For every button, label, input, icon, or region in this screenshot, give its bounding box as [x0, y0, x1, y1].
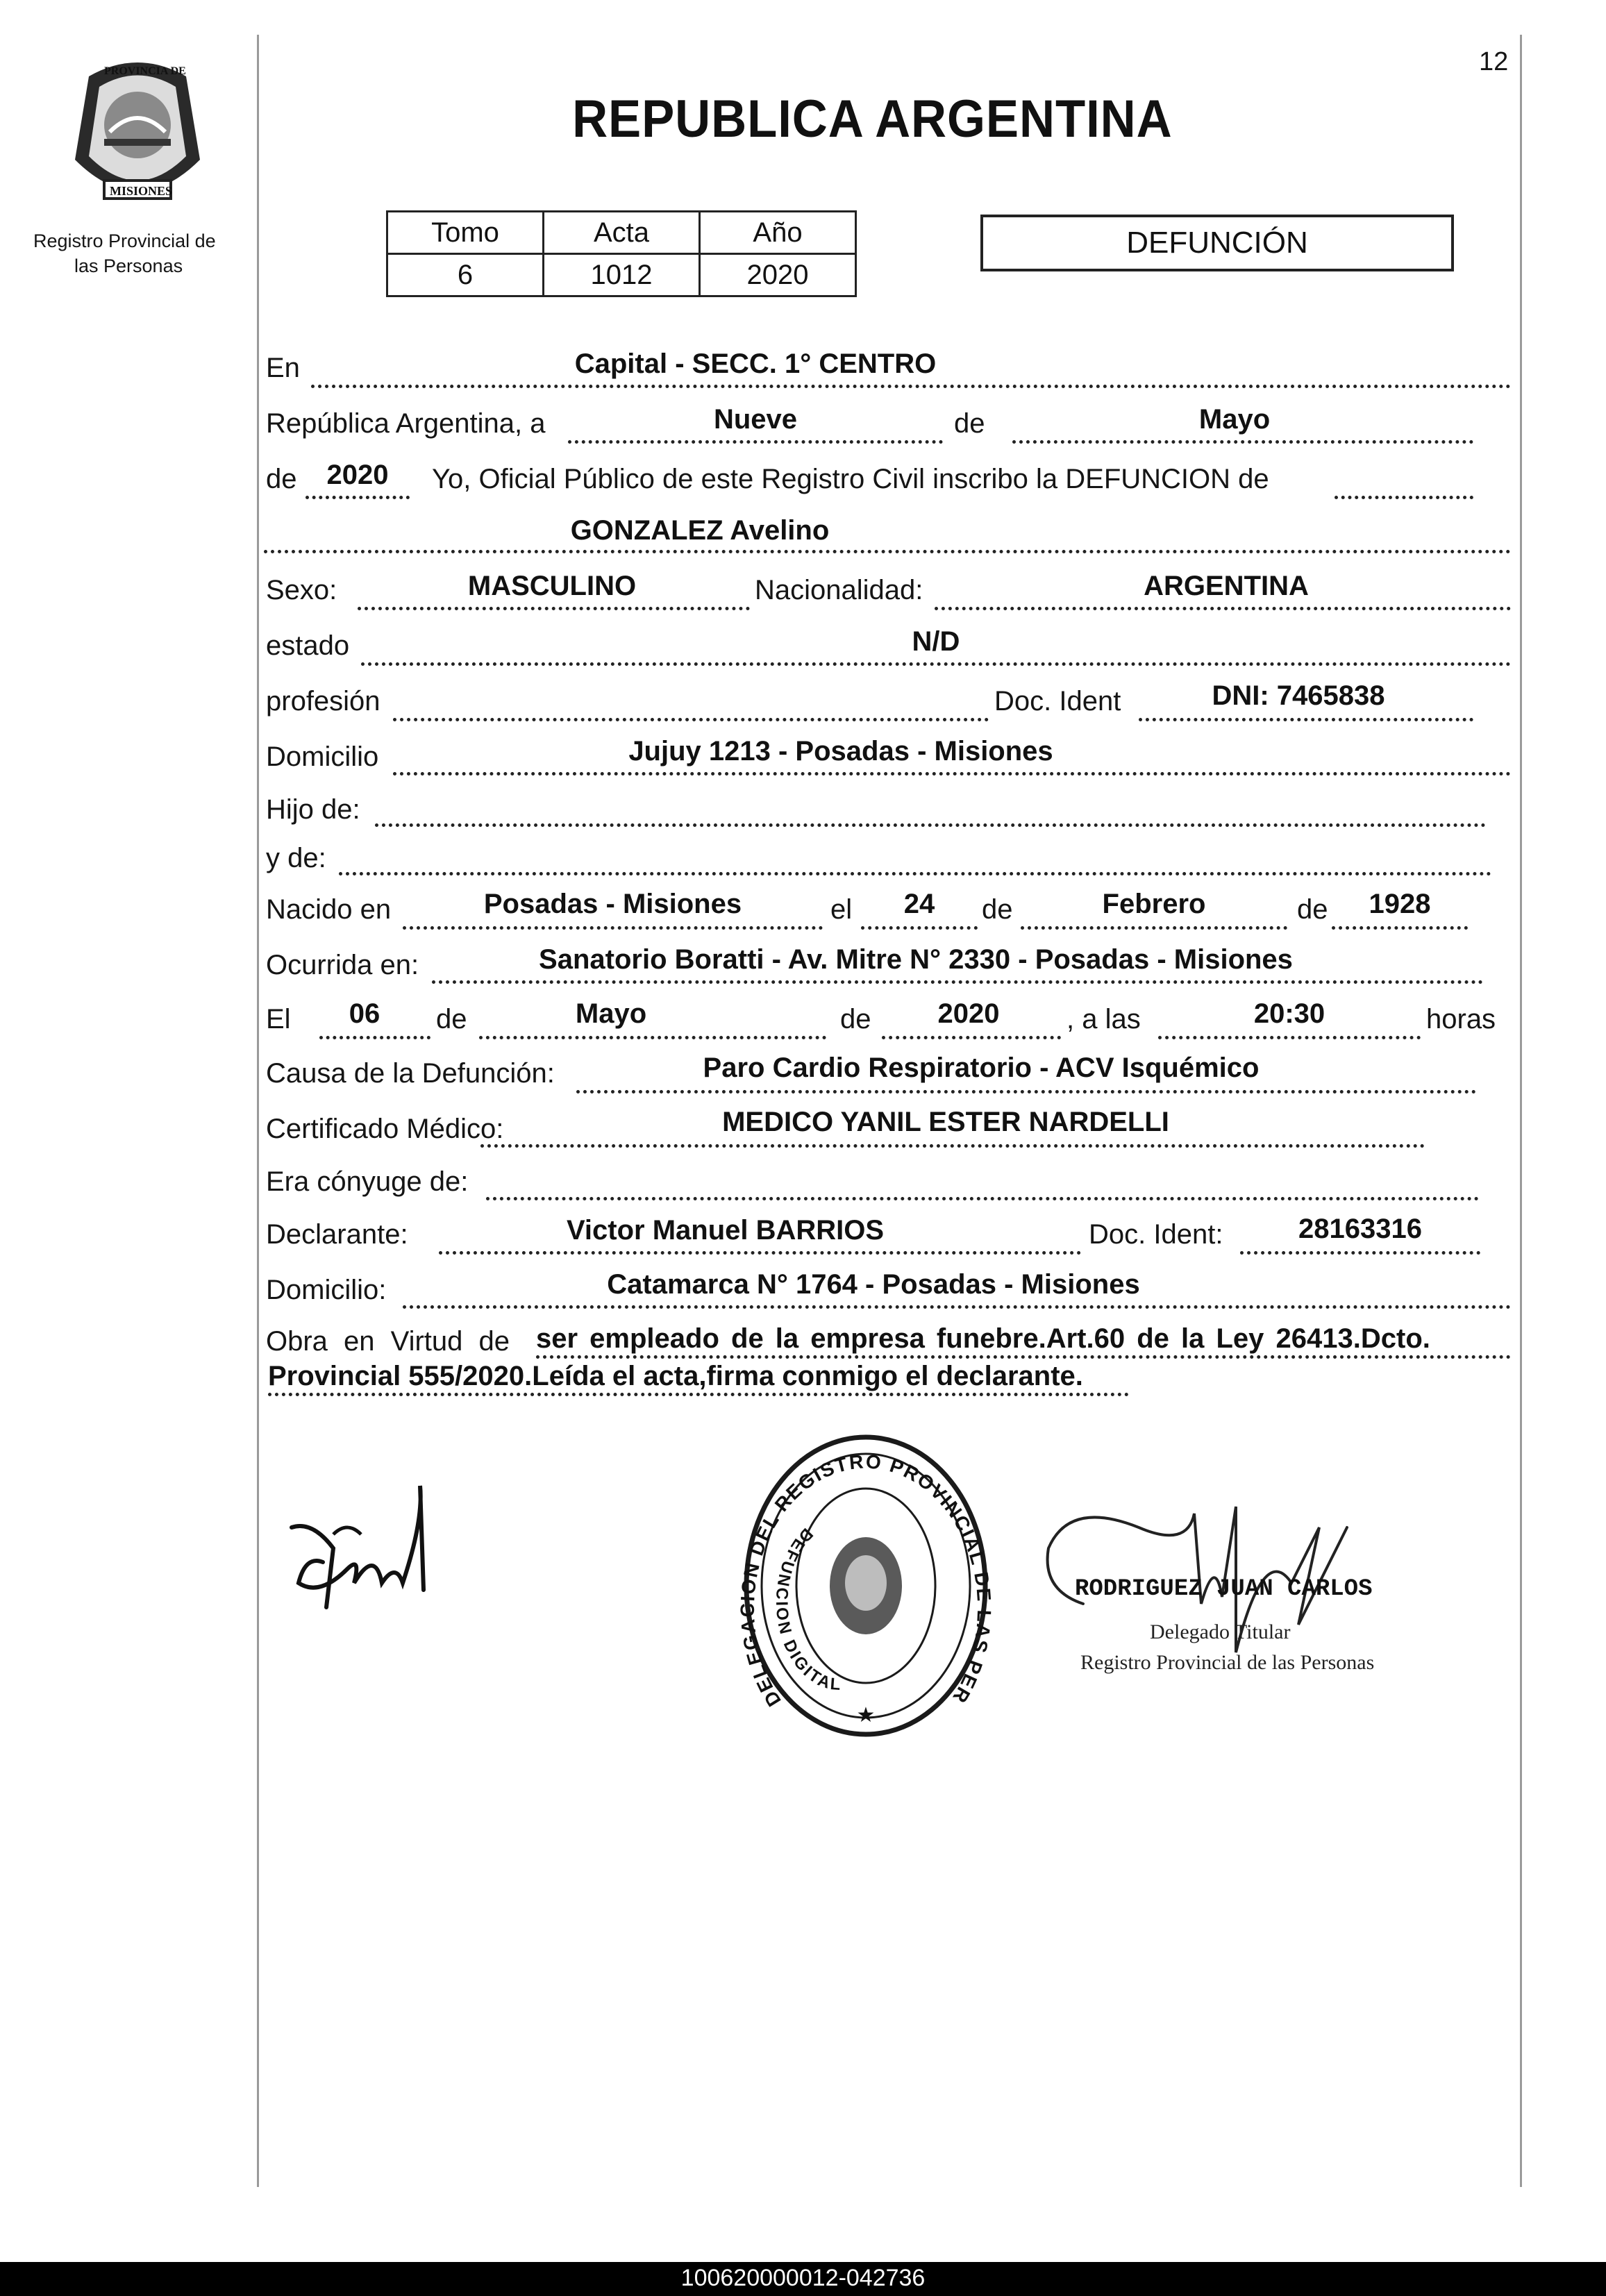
dots-yo-end	[1335, 496, 1473, 499]
dots-obra-line1	[536, 1355, 1511, 1359]
dots-conyuge	[486, 1197, 1479, 1200]
label-obra: Obra en Virtud de	[266, 1326, 510, 1357]
official-seal	[740, 1430, 992, 1741]
label-ocurrida: Ocurrida en:	[266, 950, 419, 980]
document-type-box: DEFUNCIÓN	[980, 215, 1454, 271]
value-anio: 2020	[326, 460, 389, 490]
official-signature	[1028, 1486, 1416, 1722]
label-de-nac: de	[982, 894, 1013, 925]
value-nac-mes: Febrero	[1102, 889, 1206, 919]
value-lugar: Capital - SECC. 1° CENTRO	[574, 349, 937, 379]
value-def-dia: 06	[349, 998, 380, 1029]
label-de-nac2: de	[1297, 894, 1328, 925]
dots-lugar	[311, 385, 1511, 388]
svg-text:DEFUNCION DIGITAL	[772, 1524, 844, 1694]
label-a-las: , a las	[1067, 1004, 1141, 1034]
value-ocurrida: Sanatorio Boratti - Av. Mitre N° 2330 - Posadas - Misiones	[539, 944, 1293, 975]
value-certificado: MEDICO YANIL ESTER NARDELLI	[722, 1107, 1169, 1137]
dots-nacionalidad	[935, 607, 1511, 610]
record-value-anio: 2020	[700, 254, 856, 296]
value-nacionalidad: ARGENTINA	[1144, 571, 1309, 601]
dots-mes	[1012, 440, 1473, 444]
registry-name-line1: Registro Provincial de	[33, 231, 216, 251]
label-de: de	[954, 408, 985, 439]
dots-obra-line2	[268, 1393, 1129, 1396]
official-role: Delegado Titular	[1150, 1620, 1291, 1643]
dots-nac-mes	[1021, 926, 1287, 930]
label-domicilio2: Domicilio:	[266, 1275, 387, 1305]
label-y-de: y de:	[266, 843, 326, 873]
declarant-signature	[285, 1479, 444, 1618]
dots-nacido-en	[403, 926, 823, 930]
emblem-bottom-text: MISIONES	[110, 184, 173, 198]
dots-def-dia	[319, 1036, 430, 1039]
dots-domicilio	[393, 772, 1511, 776]
value-nac-dia: 24	[903, 889, 935, 919]
dots-nac-anio	[1332, 926, 1468, 930]
official-name: RODRIGUEZ JUAN CARLOS	[1075, 1576, 1373, 1602]
label-nacido: Nacido en	[266, 894, 392, 925]
value-nombre: GONZALEZ Avelino	[570, 515, 830, 546]
label-el-cap: El	[266, 1004, 291, 1034]
value-dia: Nueve	[713, 404, 798, 435]
dots-anio	[306, 496, 410, 499]
value-estado: N/D	[912, 626, 960, 657]
value-domicilio2: Catamarca N° 1764 - Posadas - Misiones	[607, 1269, 1140, 1300]
page-number: 12	[1479, 47, 1509, 76]
dots-domicilio2	[403, 1305, 1511, 1309]
label-sexo: Sexo:	[266, 575, 337, 605]
dots-def-anio	[882, 1036, 1061, 1039]
record-header-anio: Año	[700, 212, 856, 254]
value-obra-line2: Provincial 555/2020.Leída el acta,firma conmigo el declarante.	[268, 1361, 1083, 1391]
dots-declarante-doc	[1240, 1251, 1480, 1255]
dots-doc-ident	[1139, 718, 1473, 721]
dots-nombre	[264, 550, 1511, 553]
label-doc-ident2: Doc. Ident:	[1089, 1219, 1223, 1250]
seal-inner-text: DEFUNCION DIGITAL	[771, 1524, 844, 1695]
dots-hora	[1158, 1036, 1421, 1039]
dots-def-mes	[479, 1036, 826, 1039]
record-table-value-row	[387, 254, 856, 296]
value-doc-ident: DNI: 7465838	[1212, 680, 1385, 711]
left-margin-line	[257, 35, 259, 2187]
label-en: En	[266, 353, 300, 383]
right-margin-line	[1520, 35, 1522, 2187]
label-horas: horas	[1426, 1004, 1496, 1034]
label-estado: estado	[266, 630, 350, 661]
dots-dia	[568, 440, 943, 444]
value-def-anio: 2020	[937, 998, 1000, 1029]
record-value-tomo: 6	[387, 254, 544, 296]
seal-star: ★	[856, 1703, 876, 1727]
label-de-def: de	[436, 1004, 467, 1034]
record-header-acta: Acta	[544, 212, 700, 254]
value-declarante: Victor Manuel BARRIOS	[566, 1215, 885, 1246]
value-def-mes: Mayo	[575, 998, 647, 1029]
dots-profesion	[393, 718, 989, 721]
label-hijo: Hijo de:	[266, 794, 360, 825]
label-doc-ident: Doc. Ident	[994, 686, 1121, 717]
label-certificado: Certificado Médico:	[266, 1114, 504, 1144]
label-republica: República Argentina, a	[266, 408, 546, 439]
seal-outer-text: DELEG N DEL REGISTRO PROVINCIAL D S PER	[740, 1450, 992, 1711]
footer-code: 100620000012-042736	[680, 2265, 926, 2291]
value-hora: 20:30	[1253, 998, 1325, 1029]
dots-nac-dia	[861, 926, 978, 930]
value-sexo: MASCULINO	[467, 571, 637, 601]
dots-y-de	[339, 872, 1491, 875]
record-table	[386, 210, 857, 297]
value-obra-line1: ser empleado de la empresa funebre.Art.60 de la Ley 26413.Dcto.	[536, 1323, 1430, 1354]
value-mes: Mayo	[1198, 404, 1271, 435]
page-title: REPUBLICA ARGENTINA	[572, 90, 1173, 149]
registry-name-line2: las Personas	[74, 255, 183, 276]
dots-ocurrida	[432, 980, 1483, 984]
label-el: el	[830, 894, 853, 925]
label-causa: Causa de la Defunción:	[266, 1058, 555, 1089]
value-nac-anio: 1928	[1369, 889, 1431, 919]
record-value-acta: 1012	[544, 254, 700, 296]
dots-sexo	[358, 607, 750, 610]
label-de-def2: de	[840, 1004, 871, 1034]
label-nacionalidad: Nacionalidad:	[755, 575, 923, 605]
official-org: Registro Provincial de las Personas	[1080, 1651, 1375, 1674]
value-declarante-doc: 28163316	[1298, 1214, 1422, 1244]
dots-declarante	[439, 1251, 1081, 1255]
label-declarante: Declarante:	[266, 1219, 408, 1250]
value-nacido-en: Posadas - Misiones	[483, 889, 742, 919]
value-causa: Paro Cardio Respiratorio - ACV Isquémico	[703, 1053, 1260, 1083]
dots-causa	[576, 1090, 1476, 1093]
record-table-header-row	[387, 212, 856, 254]
dots-certificado	[480, 1144, 1425, 1148]
label-domicilio: Domicilio	[266, 741, 379, 772]
label-de-year: de	[266, 464, 297, 494]
record-header-tomo: Tomo	[387, 212, 544, 254]
label-conyuge: Era cónyuge de:	[266, 1166, 469, 1197]
emblem-top-text: PROVINCIA DE	[104, 65, 186, 77]
dots-estado	[361, 662, 1511, 666]
value-domicilio: Jujuy 1213 - Posadas - Misiones	[628, 736, 1053, 766]
dots-hijo	[375, 823, 1486, 827]
label-yo: Yo, Oficial Público de este Registro Civil inscribo la DEFUNCION de	[432, 464, 1269, 494]
label-profesion: profesión	[266, 686, 380, 717]
